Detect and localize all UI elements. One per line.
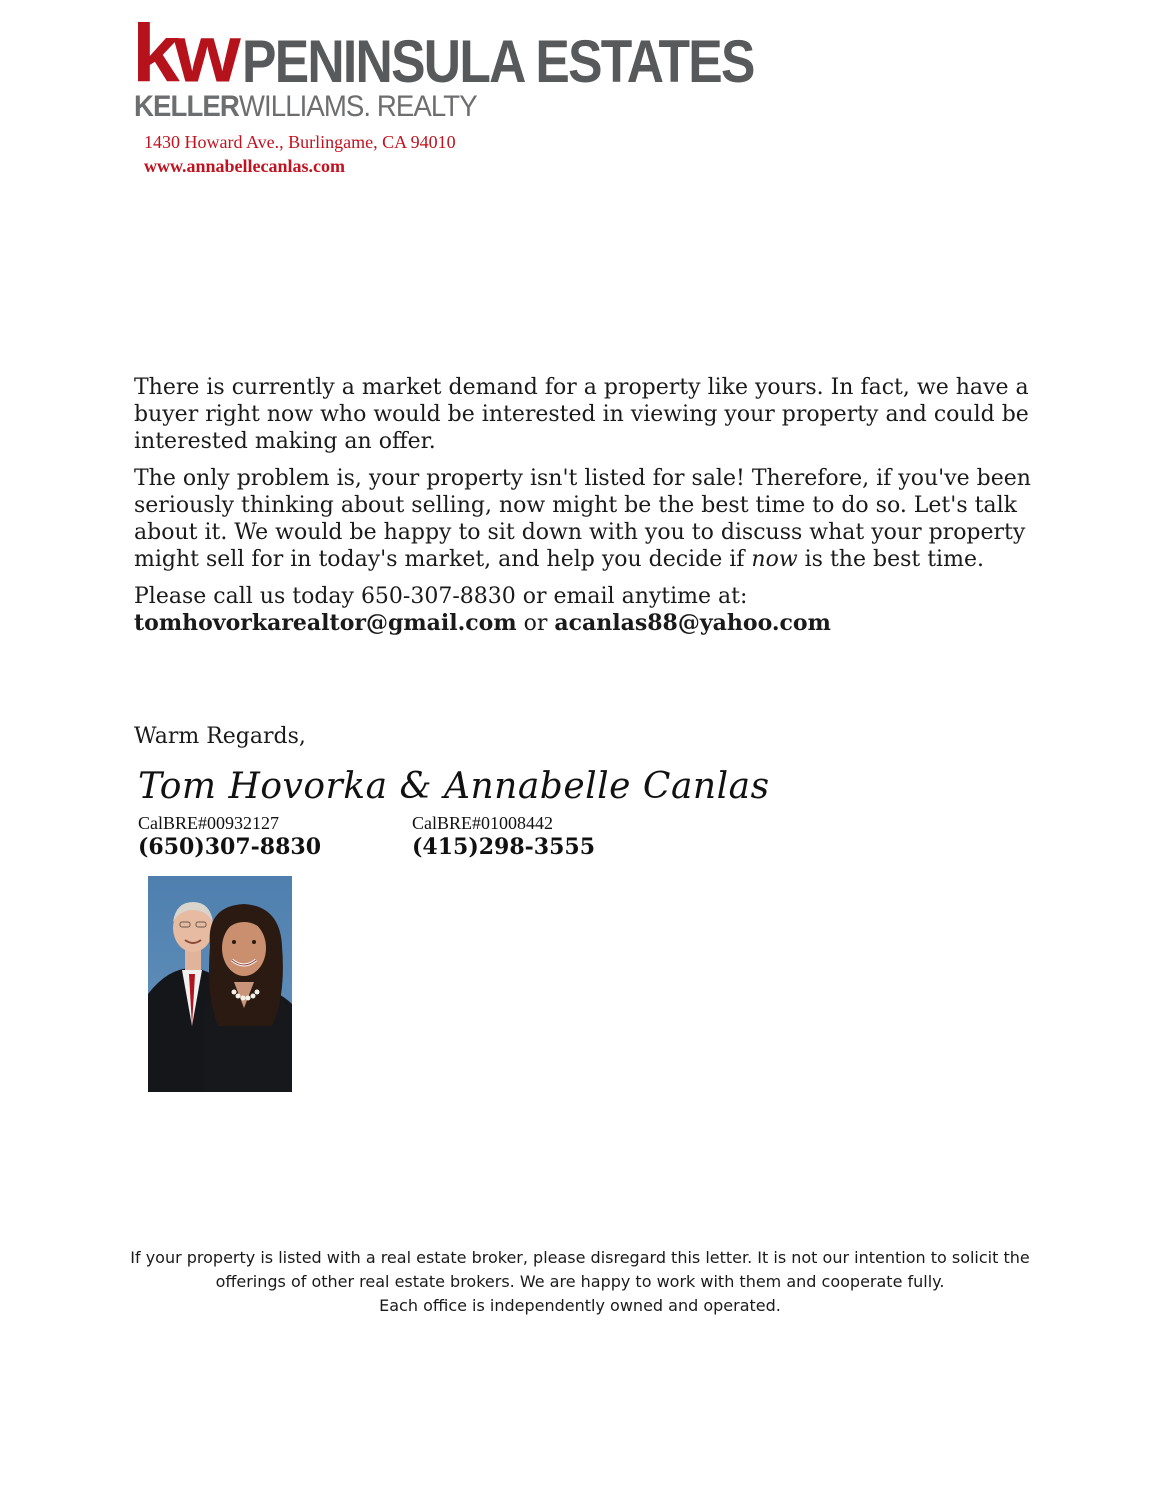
agents-photo bbox=[148, 876, 292, 1092]
contact-paragraph bbox=[134, 583, 1034, 637]
disclaimer-line: Each office is independently owned and operated. bbox=[379, 1296, 781, 1315]
website-link[interactable]: www.annabellecanlas.com bbox=[144, 156, 346, 176]
agent-phone[interactable]: (415)298-3555 bbox=[412, 834, 596, 860]
email-joiner: or bbox=[516, 611, 555, 636]
agent-license: CalBRE#01008442 bbox=[412, 813, 554, 833]
paragraph-not-listed-end: is the best time. bbox=[797, 547, 984, 572]
disclaimer bbox=[0, 1246, 1160, 1318]
agent-license: CalBRE#00932127 bbox=[138, 813, 280, 833]
emphasis-now: now bbox=[751, 547, 798, 572]
paragraph-not-listed-text: The only problem is, your property isn't listed for sale! Therefore, if you've been seriously thinking about selling, now might be the best time to do so. Let's talk about it. We would be happy to sit down with you to discuss what your property might sell for in today's market, and help you decide if bbox=[134, 466, 1031, 572]
agent-phone[interactable]: (650)307-8830 bbox=[138, 834, 322, 860]
paragraph-market-demand: There is currently a market demand for a property like yours. In fact, we have a buyer right now who would be interested in viewing your property and could be interested making an offer. bbox=[134, 375, 1029, 454]
kw-logo-mark: kw bbox=[132, 8, 235, 100]
agent-annabelle bbox=[412, 812, 595, 860]
agents-photo-illustration bbox=[148, 876, 292, 1092]
disclaimer-line: If your property is listed with a real estate broker, please disregard this letter. It is not our intention to solicit the bbox=[130, 1248, 1030, 1267]
letterhead bbox=[132, 8, 772, 182]
sub-brand-light: WILLIAMS. REALTY bbox=[238, 90, 477, 123]
disclaimer-line: offerings of other real estate brokers. We are happy to work with them and cooperate fully. bbox=[215, 1272, 945, 1291]
office-address: 1430 Howard Ave., Burlingame, CA 94010 bbox=[144, 132, 456, 152]
signature: Tom Hovorka & Annabelle Canlas bbox=[138, 766, 770, 807]
contact-intro: Please call us today 650-307-8830 or email anytime at: bbox=[134, 584, 748, 609]
brand-name: PENINSULA ESTATES bbox=[242, 28, 754, 95]
agent-tom bbox=[138, 812, 321, 860]
email-annabelle[interactable]: acanlas88@yahoo.com bbox=[554, 610, 831, 636]
logo bbox=[132, 8, 772, 102]
closing-salutation: Warm Regards, bbox=[134, 724, 306, 749]
email-tom[interactable]: tomhovorkarealtor@gmail.com bbox=[134, 610, 517, 636]
sub-brand-strong: KELLER bbox=[134, 90, 239, 123]
sub-brand bbox=[134, 92, 477, 122]
letter-body bbox=[134, 374, 1034, 647]
paragraph-not-listed bbox=[134, 465, 1034, 573]
